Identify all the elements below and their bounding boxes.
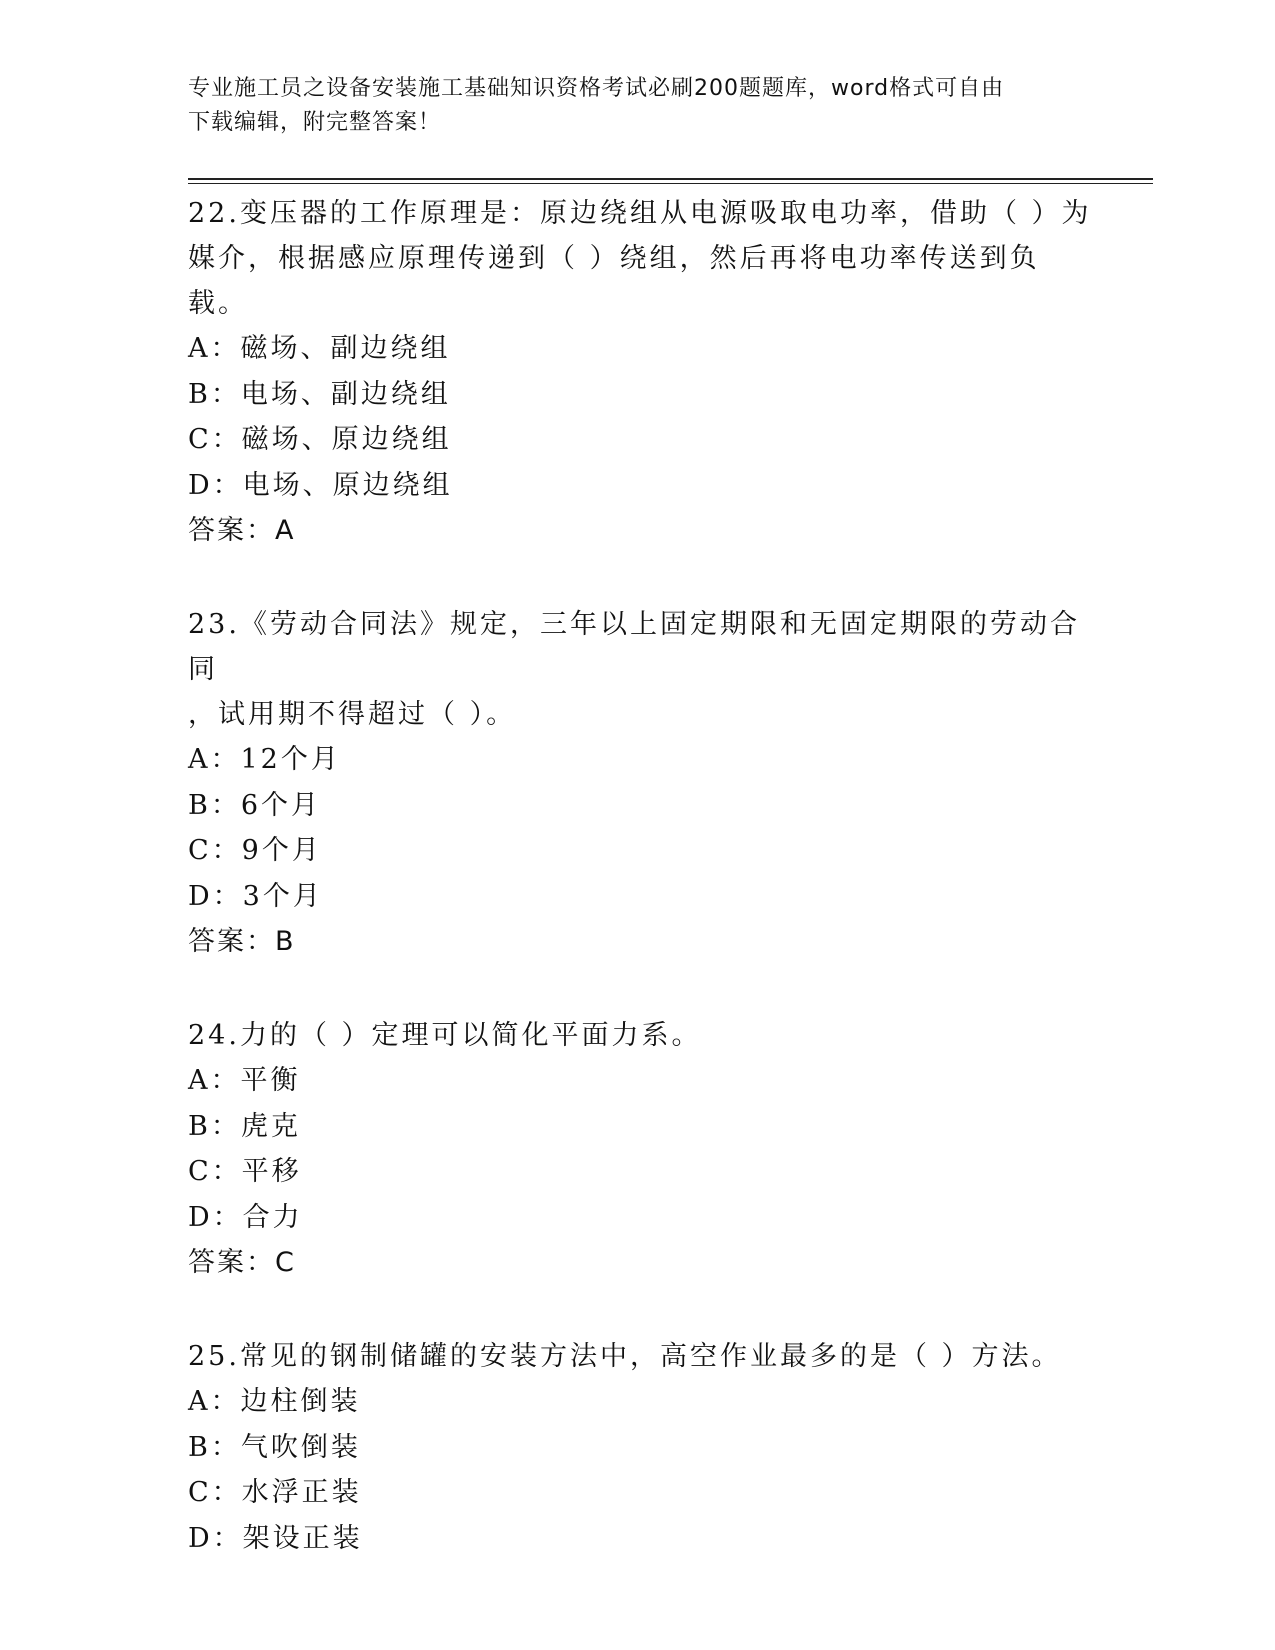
option-a: A：边柱倒装 <box>188 1386 361 1417</box>
question-text <box>188 1013 1098 1058</box>
option-a: A：12个月 <box>188 744 341 775</box>
header-line-1: 专业施工员之设备安装施工基础知识资格考试必刷200题题库，word格式可自由 <box>188 76 1005 101</box>
question-list <box>188 191 1098 1610</box>
answer-label: 答案：C <box>188 1247 296 1278</box>
question-22 <box>188 191 1098 553</box>
question-text-line: 媒介，根据感应原理传递到（ ）绕组，然后再将电功率传送到负载。 <box>188 243 1040 319</box>
question-24 <box>188 1013 1098 1285</box>
option-d: D：电场、原边绕组 <box>188 469 453 501</box>
question-text-line: 24.力的（ ）定理可以简化平面力系。 <box>188 1020 702 1051</box>
option-d: D：3个月 <box>188 880 323 912</box>
question-25 <box>188 1334 1098 1561</box>
answer-label: 答案：A <box>188 515 296 546</box>
question-23 <box>188 602 1098 964</box>
question-text <box>188 602 1098 737</box>
option-c: C：9个月 <box>188 835 322 866</box>
option-a: A：磁场、副边绕组 <box>188 333 451 364</box>
option-d: D：架设正装 <box>188 1522 363 1554</box>
question-text <box>188 1334 1098 1379</box>
question-text-line: ，试用期不得超过（ ）。 <box>188 699 517 730</box>
header-divider-thick <box>188 178 1153 180</box>
option-c: C：水浮正装 <box>188 1477 362 1508</box>
question-text <box>188 191 1098 326</box>
answer-label: 答案：B <box>188 926 296 957</box>
option-b: B：6个月 <box>188 789 322 821</box>
option-b: B：气吹倒装 <box>188 1431 361 1463</box>
question-text-line: 22.变压器的工作原理是：原边绕组从电源吸取电功率，借助（ ）为 <box>188 198 1092 229</box>
option-c: C：平移 <box>188 1156 302 1187</box>
header-line-2: 下载编辑，附完整答案！ <box>188 110 442 135</box>
question-text-line: 25.常见的钢制储罐的安装方法中，高空作业最多的是（ ）方法。 <box>188 1341 1062 1372</box>
question-text-line: 23.《劳动合同法》规定，三年以上固定期限和无固定期限的劳动合同 <box>188 609 1080 685</box>
document-header <box>188 72 1068 140</box>
option-c: C：磁场、原边绕组 <box>188 424 452 455</box>
header-divider-thin <box>188 183 1153 184</box>
option-b: B：电场、副边绕组 <box>188 378 451 410</box>
option-a: A：平衡 <box>188 1065 301 1096</box>
option-b: B：虎克 <box>188 1110 301 1142</box>
option-d: D：合力 <box>188 1201 303 1233</box>
